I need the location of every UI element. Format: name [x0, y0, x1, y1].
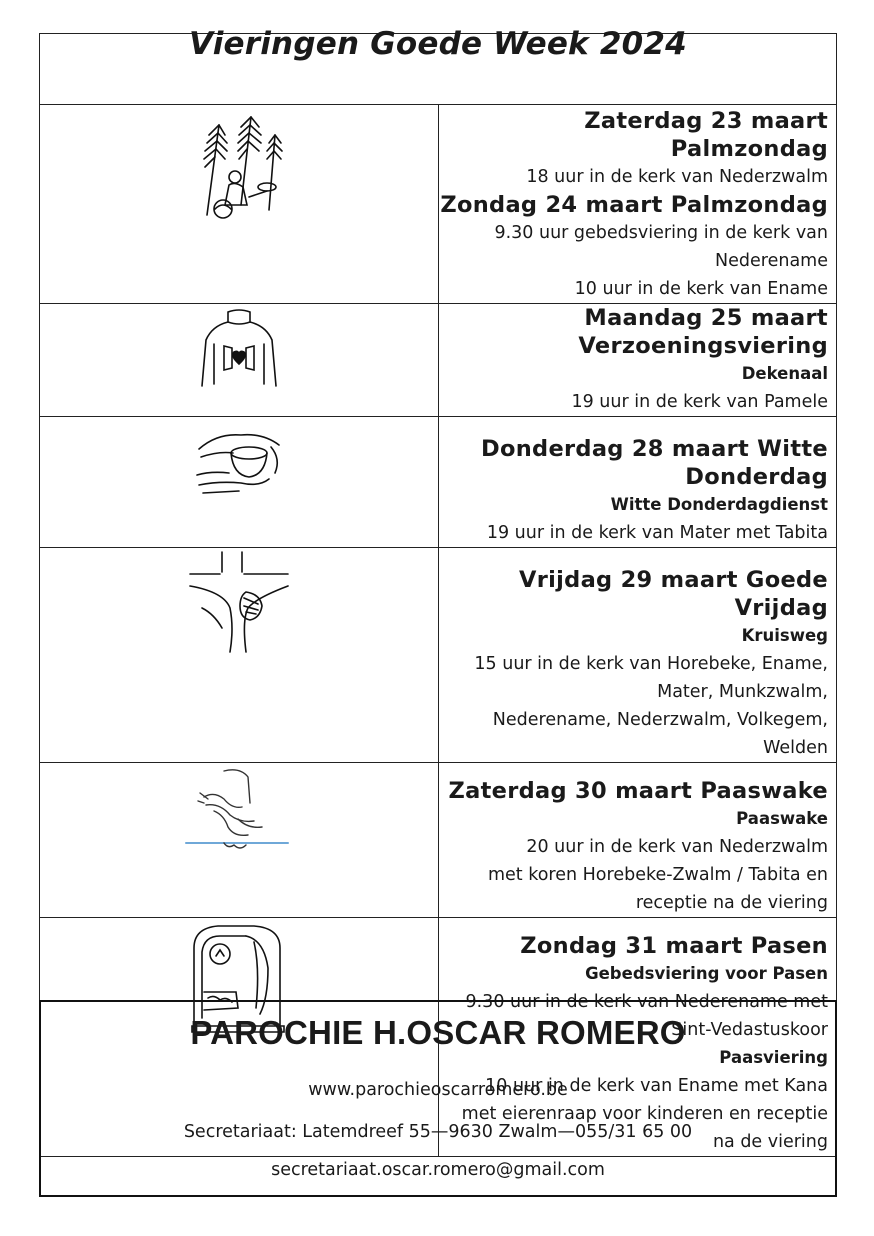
- event-row-paaswake: [40, 763, 837, 918]
- schedule-sheet: [39, 26, 837, 1157]
- event-subtitle: Paasviering: [719, 1048, 828, 1067]
- palm-branches-icon: [189, 105, 289, 225]
- event-row-palmzondag: [40, 105, 837, 304]
- title-cell: [40, 26, 837, 105]
- event-heading: Zaterdag 30 maart Paaswake: [448, 778, 828, 804]
- event-icon-cell: [40, 304, 439, 417]
- secretariat-address: Secretariaat: Latemdreef 55—9630 Zwalm—055/31 65 00: [183, 1122, 693, 1142]
- parish-name: PAROCHIE H.OSCAR ROMERO: [190, 1014, 686, 1051]
- event-subtitle: Paaswake: [736, 809, 828, 828]
- event-info-cell: [438, 763, 837, 918]
- event-icon-cell: [40, 548, 439, 763]
- event-detail: 19 uur in de kerk van Mater met Tabita: [486, 523, 828, 543]
- event-info-cell: [438, 304, 837, 417]
- heart-garment-icon: [194, 304, 284, 394]
- event-detail: 10 uur in de kerk van Ename: [574, 279, 828, 299]
- event-row-witte-donderdag: [40, 417, 837, 548]
- event-subtitle: Gebedsviering voor Pasen: [585, 964, 828, 983]
- event-detail: met koren Horebeke-Zwalm / Tabita en receptie na de viering: [487, 865, 828, 913]
- event-subtitle: Dekenaal: [741, 364, 828, 383]
- event-info-cell: [438, 417, 837, 548]
- event-heading: Zaterdag 23 maart Palmzondag: [584, 108, 828, 162]
- event-detail: Nederename, Nederzwalm, Volkegem, Welden: [492, 710, 828, 758]
- event-row-goede-vrijdag: [40, 548, 837, 763]
- event-icon-cell: [40, 105, 439, 304]
- event-heading: Maandag 25 maart Verzoeningsviering: [578, 305, 828, 359]
- event-row-verzoeningsviering: [40, 304, 837, 417]
- event-icon-cell: [40, 763, 439, 918]
- cross-icon: [184, 548, 294, 658]
- event-detail: 20 uur in de kerk van Nederzwalm: [526, 837, 828, 857]
- page-title: Vieringen Goede Week 2024: [189, 26, 687, 62]
- event-detail: 15 uur in de kerk van Horebeke, Ename, Mater, Munkzwalm,: [474, 654, 828, 702]
- event-heading: Zondag 24 maart Palmzondag: [440, 192, 828, 218]
- event-detail: 10 uur in de kerk van Ename met Kana: [485, 1076, 828, 1096]
- event-detail: 9.30 uur in de kerk van Nederename met Sint-Vedastuskoor: [465, 992, 828, 1040]
- event-info-cell: [438, 105, 837, 304]
- event-detail: 9.30 uur gebedsviering in de kerk van Nederename: [494, 223, 828, 271]
- event-heading: Donderdag 28 maart Witte Donderdag: [481, 436, 828, 490]
- event-icon-cell: [40, 417, 439, 548]
- schedule-table: [39, 26, 837, 1157]
- event-detail: 18 uur in de kerk van Nederzwalm: [526, 167, 828, 187]
- cloth-water-icon: [184, 763, 294, 863]
- event-info-cell: [438, 548, 837, 763]
- hands-cup-icon: [189, 417, 289, 507]
- website-link[interactable]: www.parochieoscarromero.be: [308, 1080, 568, 1100]
- email-link[interactable]: secretariaat.oscar.romero@gmail.com: [271, 1160, 605, 1180]
- event-subtitle: Kruisweg: [741, 626, 828, 645]
- event-heading: Vrijdag 29 maart Goede Vrijdag: [519, 567, 828, 621]
- event-detail: met eierenraap voor kinderen en receptie na de viering: [461, 1104, 828, 1152]
- event-heading: Zondag 31 maart Pasen: [520, 933, 828, 959]
- event-subtitle: Witte Donderdagdienst: [610, 495, 828, 514]
- parish-footer: [39, 1000, 837, 1197]
- event-detail: 19 uur in de kerk van Pamele: [571, 392, 828, 412]
